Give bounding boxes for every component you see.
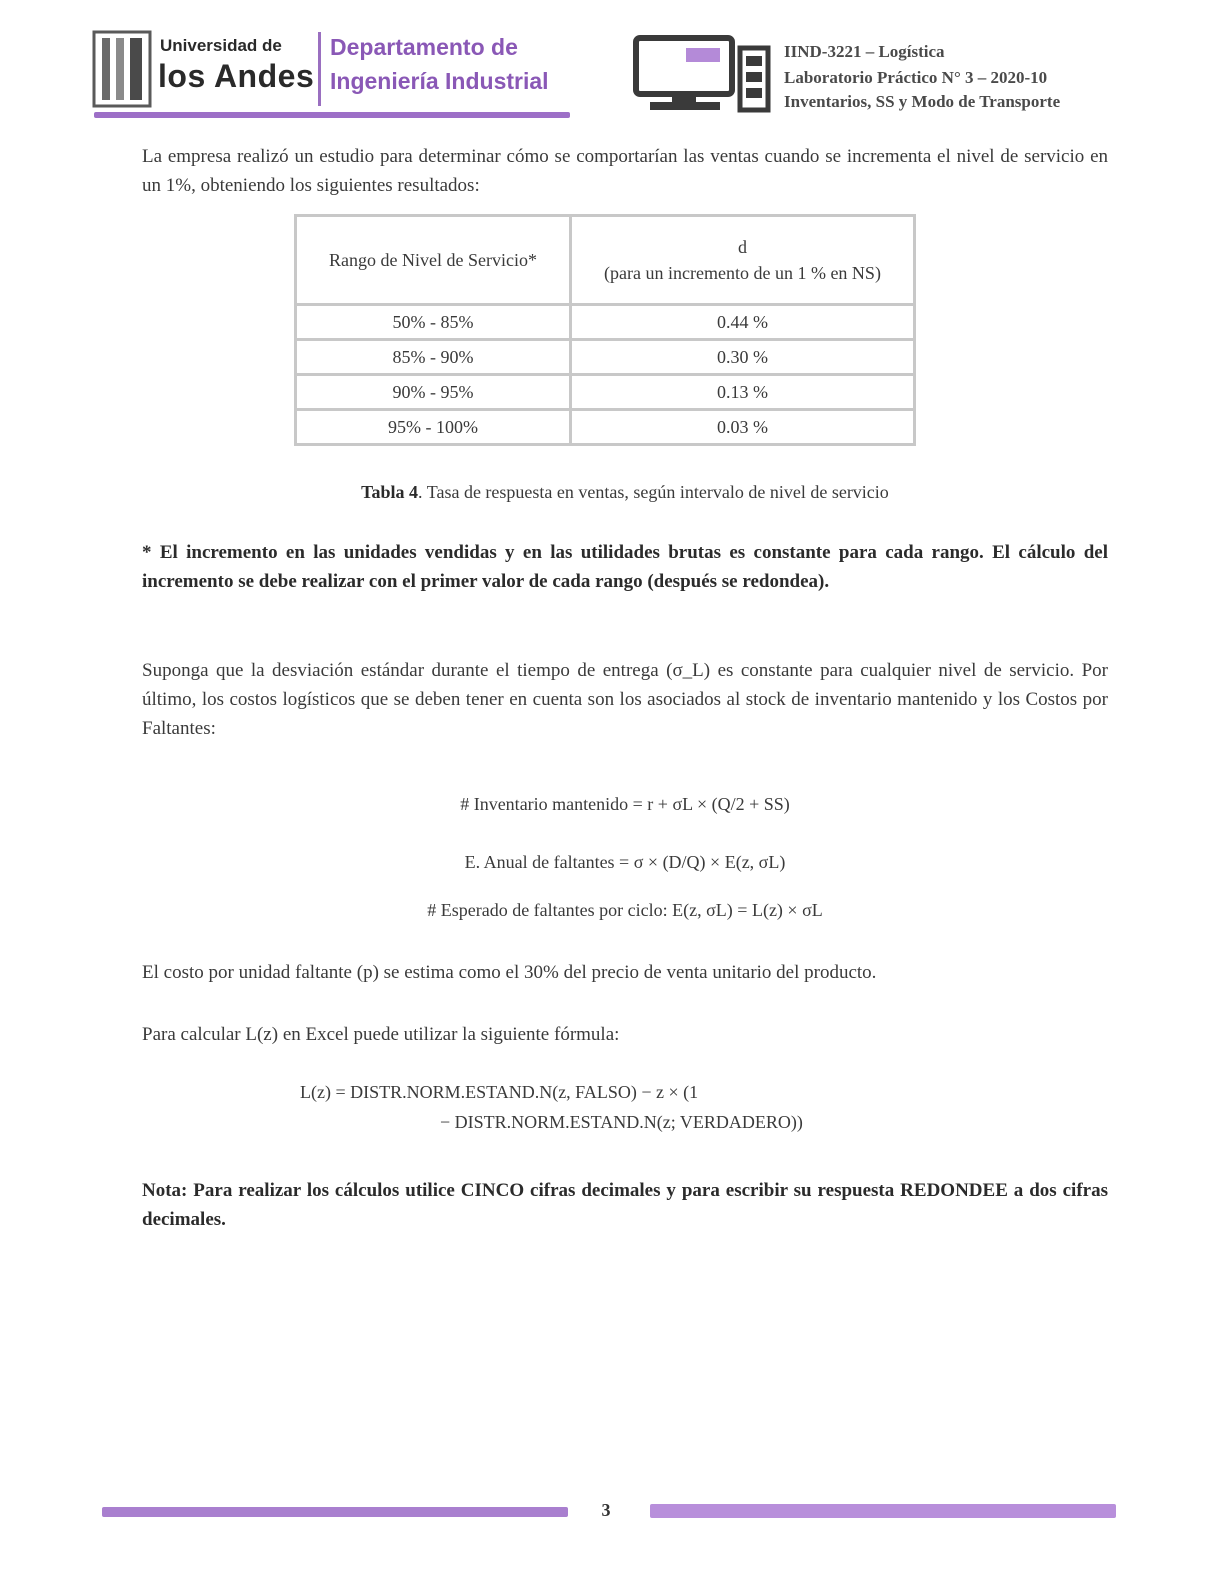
course-topic: Inventarios, SS y Modo de Transporte	[784, 92, 1061, 111]
university-name-line1: Universidad de	[160, 36, 282, 55]
course-title: IIND-3221 – Logística	[784, 42, 945, 61]
equation-annual-shortage: E. Anual de faltantes = σ × (D/Q) × E(z, σL)	[464, 852, 786, 872]
table-caption	[142, 482, 1108, 503]
table-header-d-desc: (para un incremento de un 1 % en NS)	[604, 263, 881, 283]
assumption-paragraph: Suponga que la desviación estándar durante el tiempo de entrega (σ_L) es constante para cualquier nivel de servicio. Por último, los costos logísticos que se deben tener en cuenta son los asociados al stock de inventario mantenido y los Costos por Faltantes:	[142, 660, 1108, 739]
header-rule	[94, 112, 570, 118]
table-header-d-symbol: d	[738, 237, 747, 257]
caption-text: . Tasa de respuesta en ventas, según intervalo de nivel de servicio	[418, 482, 889, 502]
department-line1: Departamento de	[330, 34, 518, 60]
table-cell-range: 95% - 100%	[296, 410, 571, 445]
final-note: Nota: Para realizar los cálculos utilice CINCO cifras decimales y para escribir su respuesta REDONDEE a dos cifras decimales.	[142, 1180, 1108, 1230]
table-cell-range: 85% - 90%	[296, 340, 571, 375]
truck-computer-icon	[632, 32, 776, 118]
formula-line1: L(z) = DISTR.NORM.ESTAND.N(z, FALSO) − z × (1	[300, 1082, 699, 1102]
department-line2: Ingeniería Industrial	[330, 68, 549, 94]
table-row	[296, 305, 915, 340]
table-cell-value: 0.03 %	[571, 410, 915, 445]
page-number: 3	[601, 1500, 611, 1520]
footer-rule-left	[102, 1507, 568, 1517]
formula-line2: − DISTR.NORM.ESTAND.N(z; VERDADERO))	[440, 1112, 803, 1132]
table-cell-range: 50% - 85%	[296, 305, 571, 340]
service-level-table	[294, 214, 916, 446]
table-cell-value: 0.44 %	[571, 305, 915, 340]
equation-expected-shortage: # Esperado de faltantes por ciclo: E(z, σL) = L(z) × σL	[427, 900, 823, 920]
excel-paragraph: Para calcular L(z) en Excel puede utilizar la siguiente fórmula:	[142, 1024, 620, 1045]
header-divider	[318, 32, 321, 106]
increment-note: * El incremento en las unidades vendidas y en las utilidades brutas es constante para cada rango. El cálculo del incremento se debe realizar con el primer valor de cada rango (después se redondea).	[142, 542, 1108, 592]
caption-label: Tabla 4	[361, 482, 419, 502]
course-lab: Laboratorio Práctico N° 3 – 2020-10	[784, 68, 1048, 87]
footer-rule-right	[650, 1504, 1116, 1518]
table-row	[296, 410, 915, 445]
table-row	[296, 340, 915, 375]
cost-paragraph: El costo por unidad faltante (p) se estima como el 30% del precio de venta unitario del producto.	[142, 962, 877, 983]
table-cell-value: 0.30 %	[571, 340, 915, 375]
university-name-line2: los Andes	[158, 58, 315, 94]
table-header-range: Rango de Nivel de Servicio*	[296, 216, 571, 305]
university-logo-icon	[92, 30, 152, 108]
table-cell-value: 0.13 %	[571, 375, 915, 410]
table-row	[296, 375, 915, 410]
table-header-d	[571, 216, 915, 305]
intro-paragraph: La empresa realizó un estudio para determinar cómo se comportarían las ventas cuando se incrementa el nivel de servicio en un 1%, obteniendo los siguientes resultados:	[142, 146, 1108, 196]
table-cell-range: 90% - 95%	[296, 375, 571, 410]
equation-inventory: # Inventario mantenido = r + σL × (Q/2 + SS)	[460, 794, 790, 814]
